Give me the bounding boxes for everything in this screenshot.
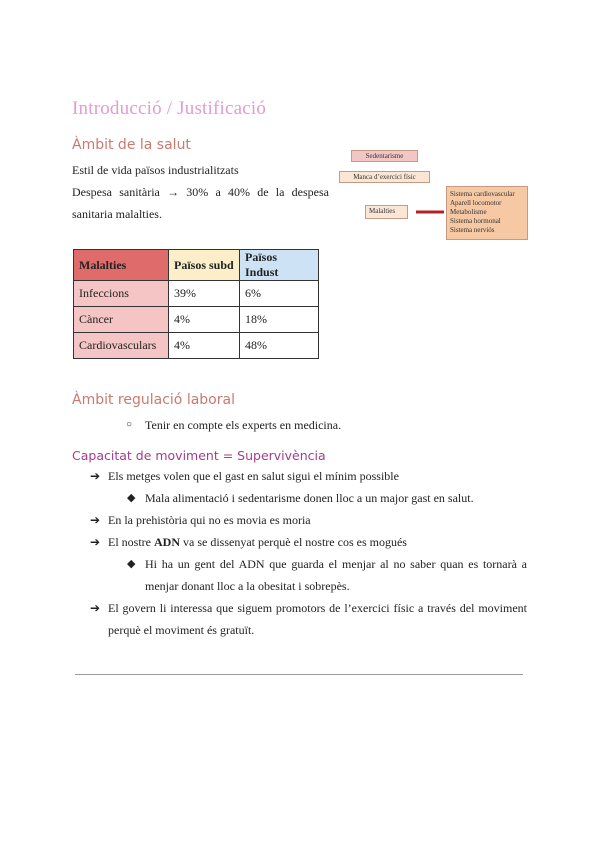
table-cell: Càncer xyxy=(74,307,169,333)
section-heading-capacitat: Capacitat de moviment = Supervivència xyxy=(72,448,326,463)
capacitat-item-3-sub-line-1: Hi ha un gent del ADN que guarda el menjar al no saber quan es tornarà a xyxy=(145,557,527,571)
table-row xyxy=(74,333,319,359)
capacitat-item-4-line-1: El govern li interessa que siguem promotors de l’exercici físic a través del moviment xyxy=(108,601,527,615)
table-cell: 4% xyxy=(169,333,240,359)
diagram-box-malalties: Malalties xyxy=(365,205,408,219)
malalties-table xyxy=(73,249,319,359)
table-cell: 39% xyxy=(169,281,240,307)
horizontal-divider xyxy=(75,674,523,675)
diagram-arrow-icon xyxy=(414,206,446,218)
salut-line-3: sanitaria malalties. xyxy=(72,207,162,221)
capacitat-item-2: En la prehistòria qui no es movia es moria xyxy=(108,513,311,527)
diamond-bullet-icon: ◆ xyxy=(127,558,136,570)
salut-line-2: Despesa sanitària → 30% a 40% de la despesa xyxy=(72,185,329,199)
section-heading-salut: Àmbit de la salut xyxy=(72,137,191,153)
table-cell: Infeccions xyxy=(74,281,169,307)
arrow-bullet-icon: ➔ xyxy=(90,469,101,483)
diagram-system-item: Sistema hormonal xyxy=(450,217,501,225)
diagram-system-item: Sistema nerviós xyxy=(450,226,495,234)
capacitat-item-1-sub: Mala alimentació i sedentarisme donen lloc a un major gast en salut. xyxy=(145,491,474,505)
table-header-cell: Malalties xyxy=(74,250,169,281)
diagram-system-item: Metabolisme xyxy=(450,208,487,216)
salut-line-1: Estil de vida països industrialitzats xyxy=(72,163,239,177)
table-cell: Cardiovasculars xyxy=(74,333,169,359)
diagram-box-sedentarisme: Sedentarisme xyxy=(351,150,418,162)
diagram-box-exercici: Manca d’exercici físic xyxy=(339,171,430,183)
table-cell: 48% xyxy=(240,333,319,359)
adn-bold: ADN xyxy=(154,535,180,549)
page-title: Introducció / Justificació xyxy=(72,98,267,119)
diagram-system-item: Aparell locomotor xyxy=(450,199,502,207)
table-row xyxy=(74,281,319,307)
diagram-system-item: Sistema cardiovascular xyxy=(450,190,515,198)
table-row xyxy=(74,307,319,333)
capacitat-item-1: Els metges volen que el gast en salut sigui el mínim possible xyxy=(108,469,399,483)
capacitat-item-3 xyxy=(108,535,407,550)
table-cell: 6% xyxy=(240,281,319,307)
capacitat-item-4-line-2: perquè el moviment és gratuït. xyxy=(108,623,255,637)
table-header-row xyxy=(74,250,319,281)
capacitat-item-3-post: va se dissenyat perquè el nostre cos es mogués xyxy=(180,535,407,549)
capacitat-item-3-pre: El nostre xyxy=(108,535,154,549)
diamond-bullet-icon: ◆ xyxy=(127,492,136,504)
arrow-bullet-icon: ➔ xyxy=(90,535,101,549)
circle-bullet-icon: ○ xyxy=(126,419,133,430)
table-cell: 18% xyxy=(240,307,319,333)
arrow-bullet-icon: ➔ xyxy=(90,601,101,615)
diagram-box-sistemes xyxy=(446,186,528,240)
section-heading-laboral: Àmbit regulació laboral xyxy=(72,392,235,408)
arrow-bullet-icon: ➔ xyxy=(90,513,101,527)
capacitat-item-3-sub-line-2: menjar donant lloc a la obesitat i sobrepès. xyxy=(145,579,350,593)
table-header-cell: Països subd xyxy=(169,250,240,281)
table-cell: 4% xyxy=(169,307,240,333)
table-header-cell: Països Indust xyxy=(240,250,319,281)
laboral-bullet-text: Tenir en compte els experts en medicina. xyxy=(145,418,342,432)
